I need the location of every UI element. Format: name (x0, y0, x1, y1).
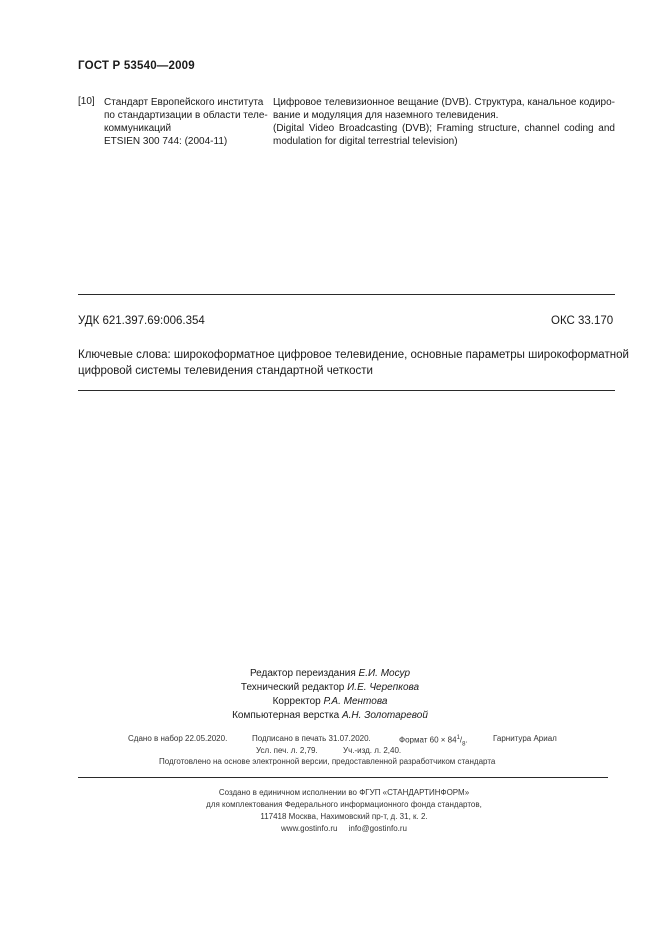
keywords-line: цифровой системы телевидения стандартной четкости (78, 365, 373, 377)
publisher-sheets: Уч.-изд. л. 2,40. (343, 746, 402, 755)
reference-number: [10] (78, 96, 95, 107)
signed-date: Подписано в печать 31.07.2020. (252, 734, 371, 743)
submitted-date: Сдано в набор 22.05.2020. (128, 734, 228, 743)
reference-source-line: коммуникаций (104, 123, 172, 134)
reference-title (273, 96, 615, 148)
reference-title-line: modulation for digital terrestrial television) (273, 136, 458, 147)
footer-line: для комплектования Федерального информационного фонда стандартов, (206, 800, 482, 809)
credit-person: Е.И. Мосур (358, 668, 411, 679)
format-numerator: 1 (456, 735, 460, 741)
footer-line: Создано в единичном исполнении во ФГУП «СТАНДАРТИНФОРМ» (218, 788, 470, 797)
format-suffix: . (465, 735, 468, 745)
reference-title-line: Цифровое телевизионное вещание (DVB). Структура, канальное кодиро- (273, 97, 615, 108)
footer-line: 117418 Москва, Нахимовский пр-т, д. 31, к. 2. (260, 812, 428, 821)
print-sheets: Усл. печ. л. 2,79. (256, 746, 318, 755)
reference-source-line: ETSIEN 300 744: (2004-11) (104, 136, 228, 147)
keywords-block (78, 347, 629, 379)
credit-tech-editor (180, 681, 480, 695)
credit-role: Корректор (272, 696, 321, 707)
credits-block (180, 667, 480, 723)
format-prefix: Формат 60 × 84 (399, 735, 457, 745)
credit-proofreader (180, 695, 480, 709)
publisher-footer (78, 787, 610, 835)
credit-layout (180, 709, 480, 723)
typeface: Гарнитура Ариал (493, 734, 557, 743)
reference-source-line: по стандартизации в области теле- (104, 110, 268, 121)
udk-code: УДК 621.397.69:006.354 (78, 315, 205, 327)
document-header-code: ГОСТ Р 53540—2009 (78, 60, 195, 72)
website-link[interactable]: www.gostinfo.ru (281, 824, 338, 833)
reference-title-line: вание и модуляция для наземного телевидения. (273, 110, 499, 121)
divider-keywords (78, 390, 615, 391)
credit-role: Компьютерная верстка (232, 710, 340, 721)
print-format: Формат $60 \times 84^1/_8$. (399, 735, 468, 748)
keywords-line: Ключевые слова: широкоформатное цифровое телевидение, основные параметры широкоформатной (78, 349, 629, 361)
reference-title-line: (Digital Video Broadcasting (DVB); Framing structure, channel coding and (273, 123, 615, 134)
footer-contacts (78, 823, 610, 835)
email-link[interactable]: info@gostinfo.ru (348, 824, 407, 833)
prepared-note: Подготовлено на основе электронной версии, предоставленной разработчиком стандарта (159, 757, 496, 766)
credit-role: Технический редактор (240, 682, 345, 693)
divider-top (78, 294, 615, 295)
credit-person: И.Е. Черепкова (347, 682, 420, 693)
oks-code: ОКС 33.170 (551, 315, 614, 327)
format-denominator: 8 (462, 741, 466, 748)
divider-footer (78, 777, 608, 778)
credit-editor (180, 667, 480, 681)
credit-role: Редактор переиздания (249, 668, 356, 679)
reference-source-line: Стандарт Европейского института (104, 97, 264, 108)
credit-person: Р.А. Ментова (323, 696, 388, 707)
credit-person: А.Н. Золотаревой (341, 710, 428, 721)
reference-source (104, 96, 269, 148)
